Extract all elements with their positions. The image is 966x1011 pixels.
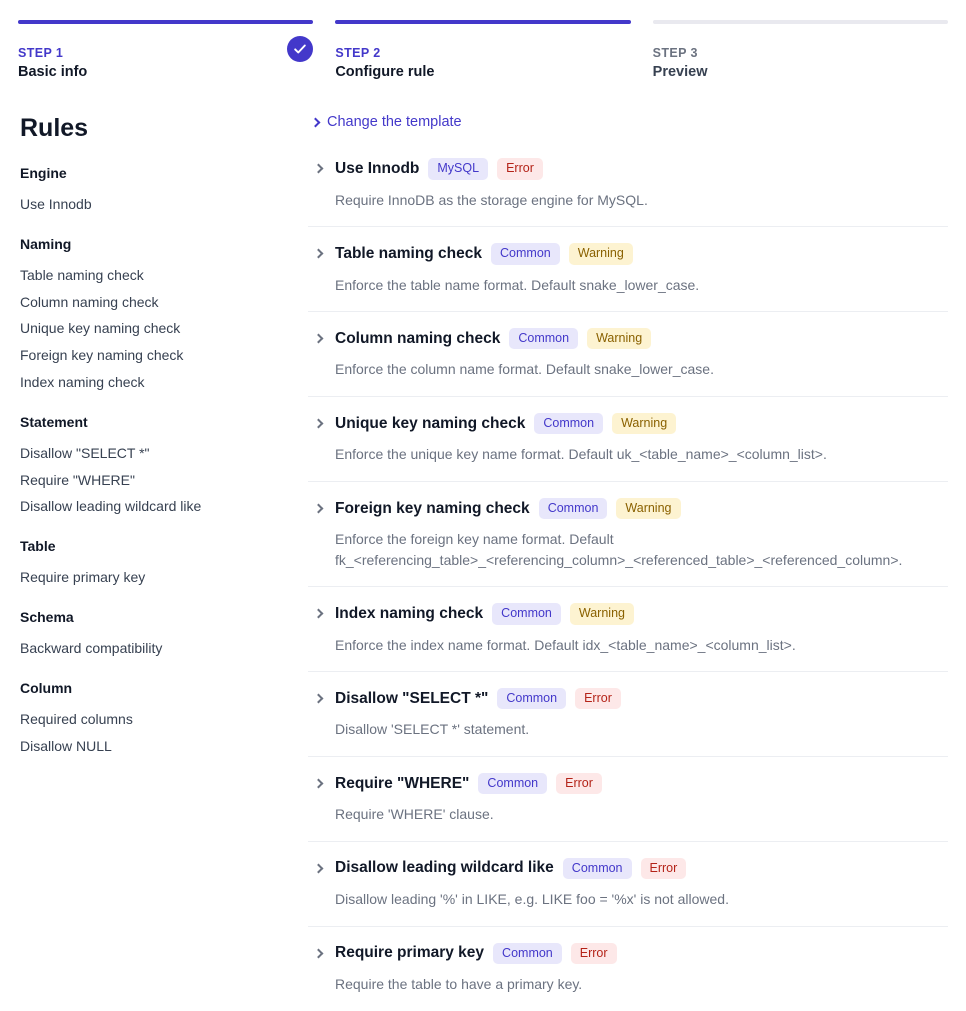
page-content <box>0 114 966 1011</box>
sidebar-group <box>18 165 290 218</box>
sidebar-item[interactable]: Backward compatibility <box>20 639 163 656</box>
chevron-right-icon[interactable] <box>310 950 326 957</box>
rule-badge-error: Error <box>641 858 687 880</box>
wizard-step-1[interactable] <box>18 10 313 80</box>
rule-badge-common: Common <box>509 328 578 350</box>
sidebar-item[interactable]: Column naming check <box>20 293 159 310</box>
sidebar-group-title: Statement <box>20 413 88 430</box>
rule-description: Disallow leading '%' in LIKE, e.g. LIKE foo = '%x' is not allowed. <box>335 891 729 908</box>
wizard-step-2[interactable] <box>335 10 630 80</box>
rule-title: Require primary key <box>335 944 485 962</box>
sidebar-item[interactable]: Use Innodb <box>20 196 92 212</box>
rule-badge-common: Common <box>497 688 566 710</box>
sidebar-item[interactable]: Require "WHERE" <box>20 471 135 488</box>
sidebar-group-title: Naming <box>20 235 72 252</box>
sidebar-group-title: Table <box>20 538 56 555</box>
rule-row <box>308 586 948 671</box>
step-title: Configure rule <box>335 64 435 80</box>
chevron-right-icon[interactable] <box>310 335 326 342</box>
rule-row <box>308 311 948 396</box>
rule-list <box>308 150 948 1011</box>
rule-title: Disallow "SELECT *" <box>335 689 489 707</box>
rule-row <box>308 226 948 311</box>
step-number-label: STEP 3 <box>652 46 698 60</box>
rules-sidebar <box>18 114 308 1011</box>
sidebar-item[interactable]: Unique key naming check <box>20 320 181 337</box>
rule-description: Enforce the foreign key name format. Default fk_<referencing_table>_<referencing_column>_<referenced_table>_<referenced_column>. <box>335 531 903 568</box>
step-title: Basic info <box>18 64 88 80</box>
rule-expand-toggle[interactable] <box>310 243 946 265</box>
rule-expand-toggle[interactable] <box>310 603 946 625</box>
chevron-right-icon[interactable] <box>310 695 326 702</box>
chevron-right-icon[interactable] <box>310 780 326 787</box>
rule-row <box>308 841 948 926</box>
rule-row <box>308 481 948 586</box>
rule-row <box>308 926 948 1011</box>
rule-badge-warning: Warning <box>616 498 680 520</box>
rule-title: Disallow leading wildcard like <box>335 859 554 877</box>
sidebar-group <box>18 538 290 591</box>
rule-row <box>308 756 948 841</box>
sidebar-group-list <box>18 165 290 759</box>
rule-description: Require InnoDB as the storage engine for MySQL. <box>335 191 648 208</box>
rule-expand-toggle[interactable] <box>310 943 946 965</box>
rule-description: Enforce the table name format. Default snake_lower_case. <box>335 276 700 293</box>
chevron-right-icon <box>311 117 321 127</box>
change-template-label: Change the template <box>327 114 462 130</box>
rule-description: Enforce the column name format. Default snake_lower_case. <box>335 361 714 378</box>
sidebar-item[interactable]: Table naming check <box>20 266 144 283</box>
wizard-stepper <box>0 0 966 80</box>
rule-badge-error: Error <box>575 688 621 710</box>
rule-badge-common: Common <box>563 858 632 880</box>
sidebar-item[interactable]: Disallow leading wildcard like <box>20 498 202 515</box>
sidebar-item[interactable]: Require primary key <box>20 569 146 586</box>
chevron-right-icon[interactable] <box>310 165 326 172</box>
rule-row <box>308 150 948 226</box>
rule-expand-toggle[interactable] <box>310 773 946 795</box>
sidebar-item[interactable]: Index naming check <box>20 373 145 390</box>
chevron-right-icon[interactable] <box>310 505 326 512</box>
rule-description: Disallow 'SELECT *' statement. <box>335 721 530 738</box>
step-progress-bar <box>335 20 630 24</box>
sidebar-item[interactable]: Disallow NULL <box>20 737 112 754</box>
rule-row <box>308 396 948 481</box>
rule-description: Enforce the unique key name format. Default uk_<table_name>_<column_list>. <box>335 446 827 463</box>
change-template-link[interactable] <box>310 114 948 130</box>
chevron-right-icon[interactable] <box>310 250 326 257</box>
wizard-step-3[interactable] <box>653 10 948 80</box>
rule-expand-toggle[interactable] <box>310 688 946 710</box>
rule-badge-error: Error <box>497 158 543 180</box>
rule-badge-common: Common <box>539 498 608 520</box>
rule-expand-toggle[interactable] <box>310 158 946 180</box>
rule-title: Unique key naming check <box>335 414 526 432</box>
rule-expand-toggle[interactable] <box>310 413 946 435</box>
rule-title: Index naming check <box>335 604 484 622</box>
rule-badge-error: Error <box>556 773 602 795</box>
rule-title: Column naming check <box>335 329 501 347</box>
rule-badge-common: Common <box>478 773 547 795</box>
rule-badge-warning: Warning <box>587 328 651 350</box>
rule-badge-common: Common <box>534 413 603 435</box>
sidebar-item[interactable]: Disallow "SELECT *" <box>20 444 150 461</box>
sidebar-group-title: Column <box>20 679 73 696</box>
rule-title: Foreign key naming check <box>335 499 530 517</box>
rule-description: Enforce the index name format. Default idx_<table_name>_<column_list>. <box>335 636 796 653</box>
rule-expand-toggle[interactable] <box>310 858 946 880</box>
rule-badge-common: Common <box>493 943 562 965</box>
rule-expand-toggle[interactable] <box>310 328 946 350</box>
sidebar-group-title: Engine <box>20 165 67 181</box>
rule-badge-warning: Warning <box>612 413 676 435</box>
rule-expand-toggle[interactable] <box>310 498 946 520</box>
sidebar-group-title: Schema <box>20 608 74 625</box>
step-number-label: STEP 1 <box>18 46 64 60</box>
sidebar-group <box>18 680 290 760</box>
rule-row <box>308 671 948 756</box>
chevron-right-icon[interactable] <box>310 865 326 872</box>
step-title: Preview <box>652 64 708 80</box>
rule-title: Use Innodb <box>335 159 420 177</box>
page-title: Rules <box>20 114 89 142</box>
sidebar-group <box>18 414 290 520</box>
rule-badge-common: Common <box>492 603 561 625</box>
step-number-label: STEP 2 <box>335 46 381 60</box>
rule-description: Require the table to have a primary key. <box>335 976 583 993</box>
rule-title: Require "WHERE" <box>335 774 470 792</box>
sidebar-group <box>18 609 290 662</box>
step-progress-bar <box>18 20 313 24</box>
rules-main-panel <box>308 114 948 1011</box>
step-progress-bar <box>653 20 948 24</box>
rule-badge-mysql: MySQL <box>428 158 488 180</box>
rule-title: Table naming check <box>335 244 483 262</box>
chevron-right-icon[interactable] <box>310 420 326 427</box>
sidebar-item[interactable]: Required columns <box>20 710 133 727</box>
rule-badge-warning: Warning <box>570 603 634 625</box>
rule-badge-warning: Warning <box>569 243 633 265</box>
rule-badge-error: Error <box>571 943 617 965</box>
sidebar-group <box>18 236 290 396</box>
chevron-right-icon[interactable] <box>310 610 326 617</box>
rule-badge-common: Common <box>491 243 560 265</box>
rule-description: Require 'WHERE' clause. <box>335 806 494 823</box>
sidebar-item[interactable]: Foreign key naming check <box>20 347 184 364</box>
